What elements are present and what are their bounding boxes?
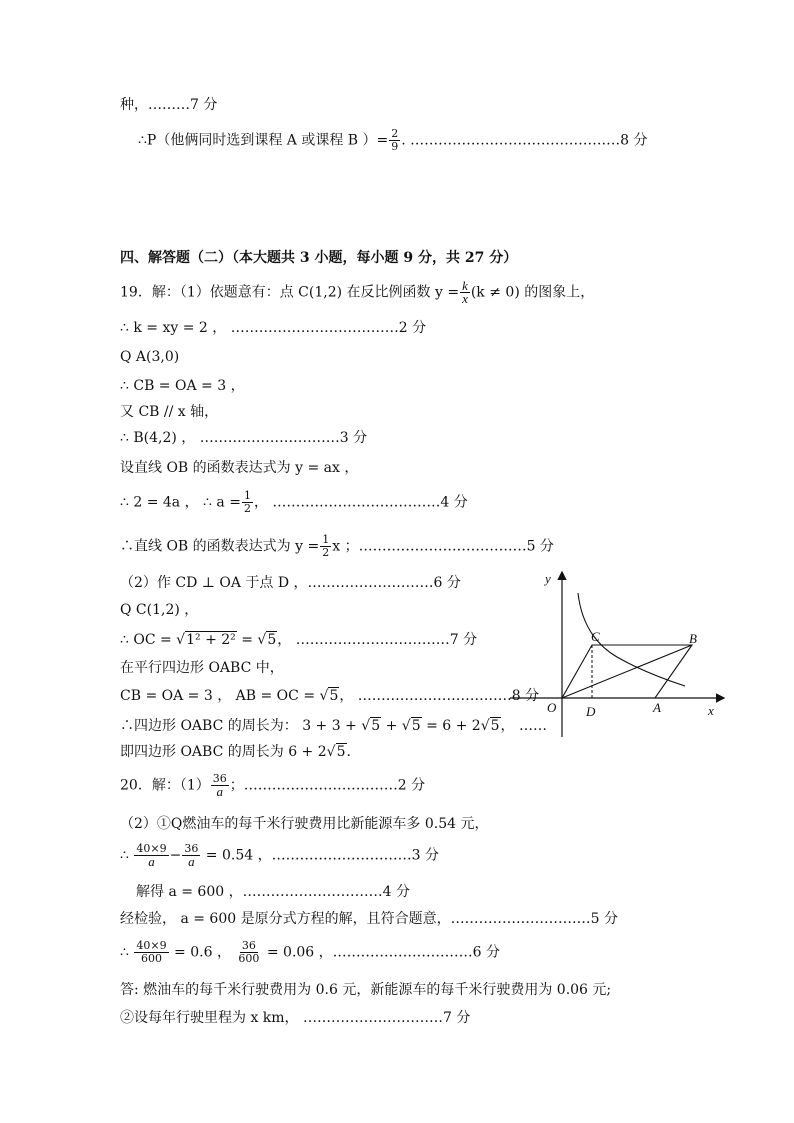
q20-check: 经检验， a = 600 是原分式方程的解，且符合题意，…………………………5 分 [120, 911, 618, 927]
q20-mileage: ②设每年行驶里程为 x km， …………………………7 分 [120, 1010, 471, 1026]
q19-line-ob-form: 设直线 OB 的函数表达式为 y = ax ， [120, 460, 359, 476]
q19-line-ob-result: ∴直线 OB 的函数表达式为 y = $\frac{1}{2}$ x ；………………………………5 分 [120, 533, 554, 559]
fraction-36-a: $\frac{36}{a}$ [184, 842, 199, 869]
q19-intro: 19．解：（1）依题意有：点 C(1,2) 在反比例函数 y = $\frac{k}{x}$ (k ≠ 0) 的图象上， [120, 278, 595, 306]
section-heading: 四、解答题（二）（本大题共 3 小题，每小题 9 分，共 27 分） [120, 250, 518, 266]
q19-k-value: ∴ k = xy = 2 ， ………………………………2 分 [120, 320, 427, 336]
fraction-1-2: $\frac{1}{2}$ [322, 533, 330, 559]
point-c-label: C [591, 629, 600, 644]
q20-values: ∴ $\frac{40\times 9}{600}$ = 0.6 ， $\frac{36}{600}$ = 0.06 ，…………………………6 分 [120, 939, 501, 965]
fraction-360-a: $\frac{40\times 9}{a}$ [136, 842, 167, 869]
line-score-7: 种，………7 分 [120, 97, 218, 113]
q20-answer: 答: 燃油车的每千米行驶费用为 0.6 元，新能源车的每千米行驶费用为 0.06 元; [120, 982, 612, 998]
q20-part2: （2）①Q燃油车的每千米行驶费用比新能源车多 0.54 元， [120, 816, 489, 832]
segment-ob [562, 645, 692, 698]
q20-part1: 20．解：（1） $\frac{36}{a}$ ；……………………………2 分 [120, 772, 426, 799]
q19-parallelogram: 在平行四边形 OABC 中， [120, 660, 284, 676]
fraction-2-9: $\frac{2}{9}$ [391, 127, 399, 153]
parallelogram-figure [505, 565, 730, 745]
y-axis-label: y [545, 571, 551, 586]
q20-solve: 解得 a = 600 ，…………………………4 分 [136, 884, 410, 900]
q19-cb-oa: ∴ CB = OA = 3 ， [120, 378, 245, 394]
q19-conclusion: 即四边形 OABC 的周长为 6 + 2√5. [120, 744, 351, 760]
x-axis-label: x [708, 703, 714, 718]
fraction-1-2: $\frac{1}{2}$ [243, 489, 251, 515]
q19-point-a: Q A(3,0) [120, 349, 180, 365]
fraction-36-a: $\frac{36}{a}$ [212, 772, 227, 799]
line-probability: ∴P（他俩同时选到课程 A 或课程 B ）= $\frac{2}{9}$ . ………………………………………8 分 [138, 127, 648, 153]
q19-part2: （2）作 CD ⊥ OA 于点 D ，………………………6 分 [120, 575, 461, 591]
q19-parallel: 又 CB // x 轴， [120, 404, 219, 420]
origin-label: O [547, 700, 557, 715]
q19-point-b: ∴ B(4,2) ， …………………………3 分 [120, 430, 368, 446]
q19-perimeter: ∴四边形 OABC 的周长为： 3 + 3 + √5 + √5 = 6 + 2√5， …… [120, 718, 547, 734]
q19-solve-a: ∴ 2 = 4a ， ∴ a = $\frac{1}{2}$ ， ………………………………4 分 [120, 489, 468, 515]
q19-sides: CB = OA = 3 ， AB = OC = √5， ……………………………8 分 [120, 688, 540, 704]
q19-oc-length: ∴ OC = √1² + 2² = √5， ……………………………7 分 [120, 632, 478, 648]
fraction-36-600: $\frac{36}{600}$ [238, 939, 260, 965]
q20-equation: ∴ $\frac{40\times 9}{a}$ − $\frac{36}{a}$ = 0.54 ，…………………………3 分 [120, 842, 439, 869]
point-a-label: A [653, 700, 661, 715]
fraction-360-600: $\frac{40\times 9}{600}$ [136, 939, 167, 965]
point-d-label: D [586, 704, 596, 719]
point-b-label: B [689, 631, 697, 646]
q19-point-c: Q C(1,2) ， [120, 602, 199, 618]
fraction-k-x: $\frac{k}{x}$ [462, 278, 468, 306]
